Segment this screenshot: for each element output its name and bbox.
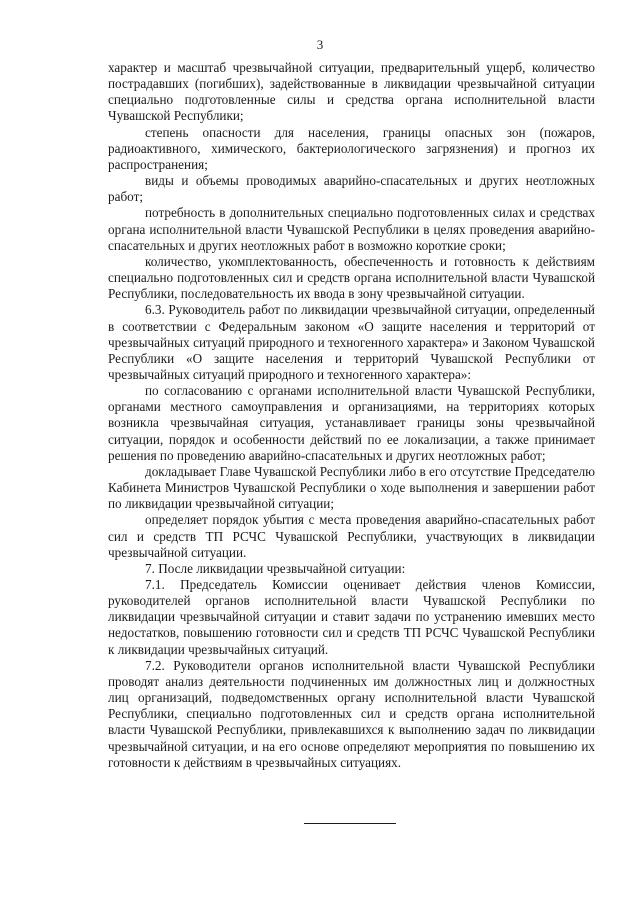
paragraph-additional-forces: потребность в дополнительных специально подготовленных силах и средствах органа исполнительной власти Чувашской Республики в целях проведения аварийно-спасательных и других неотложных работ в возможно короткие сроки; (108, 205, 595, 253)
paragraph-danger-degree: степень опасности для населения, границы опасных зон (пожаров, радиоактивного, химического, бактериологического загрязнения) и прогноз их распространения; (108, 124, 595, 172)
document-body (108, 60, 595, 771)
paragraph-reports-to-head: докладывает Главе Чувашской Республики либо в его отсутствие Председателю Кабинета Министров Чувашской Республики о ходе выполнения и завершении работ по ликвидации чрезвычайной ситуации; (108, 463, 595, 512)
paragraph-forces-readiness: количество, укомплектованность, обеспеченность и готовность к действиям специально подготовленных сил и средств органа исполнительной власти Чувашской Республики, последовательность их ввода в зону чрезвычайной ситуации. (108, 253, 595, 302)
end-of-document-rule (304, 823, 396, 824)
paragraph-situation-scale: характер и масштаб чрезвычайной ситуации, предварительный ущерб, количество пострадавших (погибших), задействованные в ликвидации чрезвычайной ситуации специально подготовленные силы и средства органа исполнительной власти Чувашской Республики; (108, 60, 595, 124)
paragraph-7-2-executive-heads: 7.2. Руководители органов исполнительной власти Чувашской Республики проводят анализ деятельности подчиненных им должностных лиц и должностных лиц организаций, подведомственных органу исполнительной власти Чувашской Республики, специально подготовленных сил и средств органа исполнительной власти Чувашской Республики, привлекавшихся к выполнению задач по ликвидации чрезвычайной ситуации, и на его основе определяют мероприятия по повышению их готовности к действиям в чрезвычайных ситуациях. (108, 657, 595, 770)
paragraph-works-types: виды и объемы проводимых аварийно-спасательных и других неотложных работ; (108, 173, 595, 205)
paragraph-6-3-head-of-works: 6.3. Руководитель работ по ликвидации чрезвычайной ситуации, определенный в соответствии с Федеральным законом «О защите населения и территорий от чрезвычайных ситуаций природного и техногенного характера» и Законом Чувашской Республики «О защите населения и территорий Чувашской Республики от чрезвычайных ситуаций природного и техногенного характера»: (108, 302, 595, 382)
paragraph-7-after-liquidation: 7. После ликвидации чрезвычайной ситуации: (145, 560, 406, 576)
page-number: 3 (316, 37, 324, 52)
paragraph-7-1-commission-chair: 7.1. Председатель Комиссии оценивает действия членов Комиссии, руководителей органов исполнительной власти Чувашской Республики по ликвидации чрезвычайной ситуации и ставит задачи по устранению имевших место недостатков, повышению готовности сил и средств ТП РСЧС Чувашской Республики к ликвидации чрезвычайных ситуаций. (108, 577, 595, 657)
paragraph-zone-boundaries: по согласованию с органами исполнительной власти Чувашской Республики, органами местного самоуправления и организациями, на территориях которых возникла чрезвычайная ситуация, устанавливает границы зоны чрезвычайной ситуации, порядок и особенности действий по ее локализации, а также принимает решения по проведению аварийно-спасательных и других неотложных работ; (108, 383, 595, 463)
paragraph-withdrawal-order: определяет порядок убытия с места проведения аварийно-спасательных работ сил и средств ТП РСЧС Чувашской Республики, участвующих в ликвидации чрезвычайной ситуации. (108, 512, 595, 560)
